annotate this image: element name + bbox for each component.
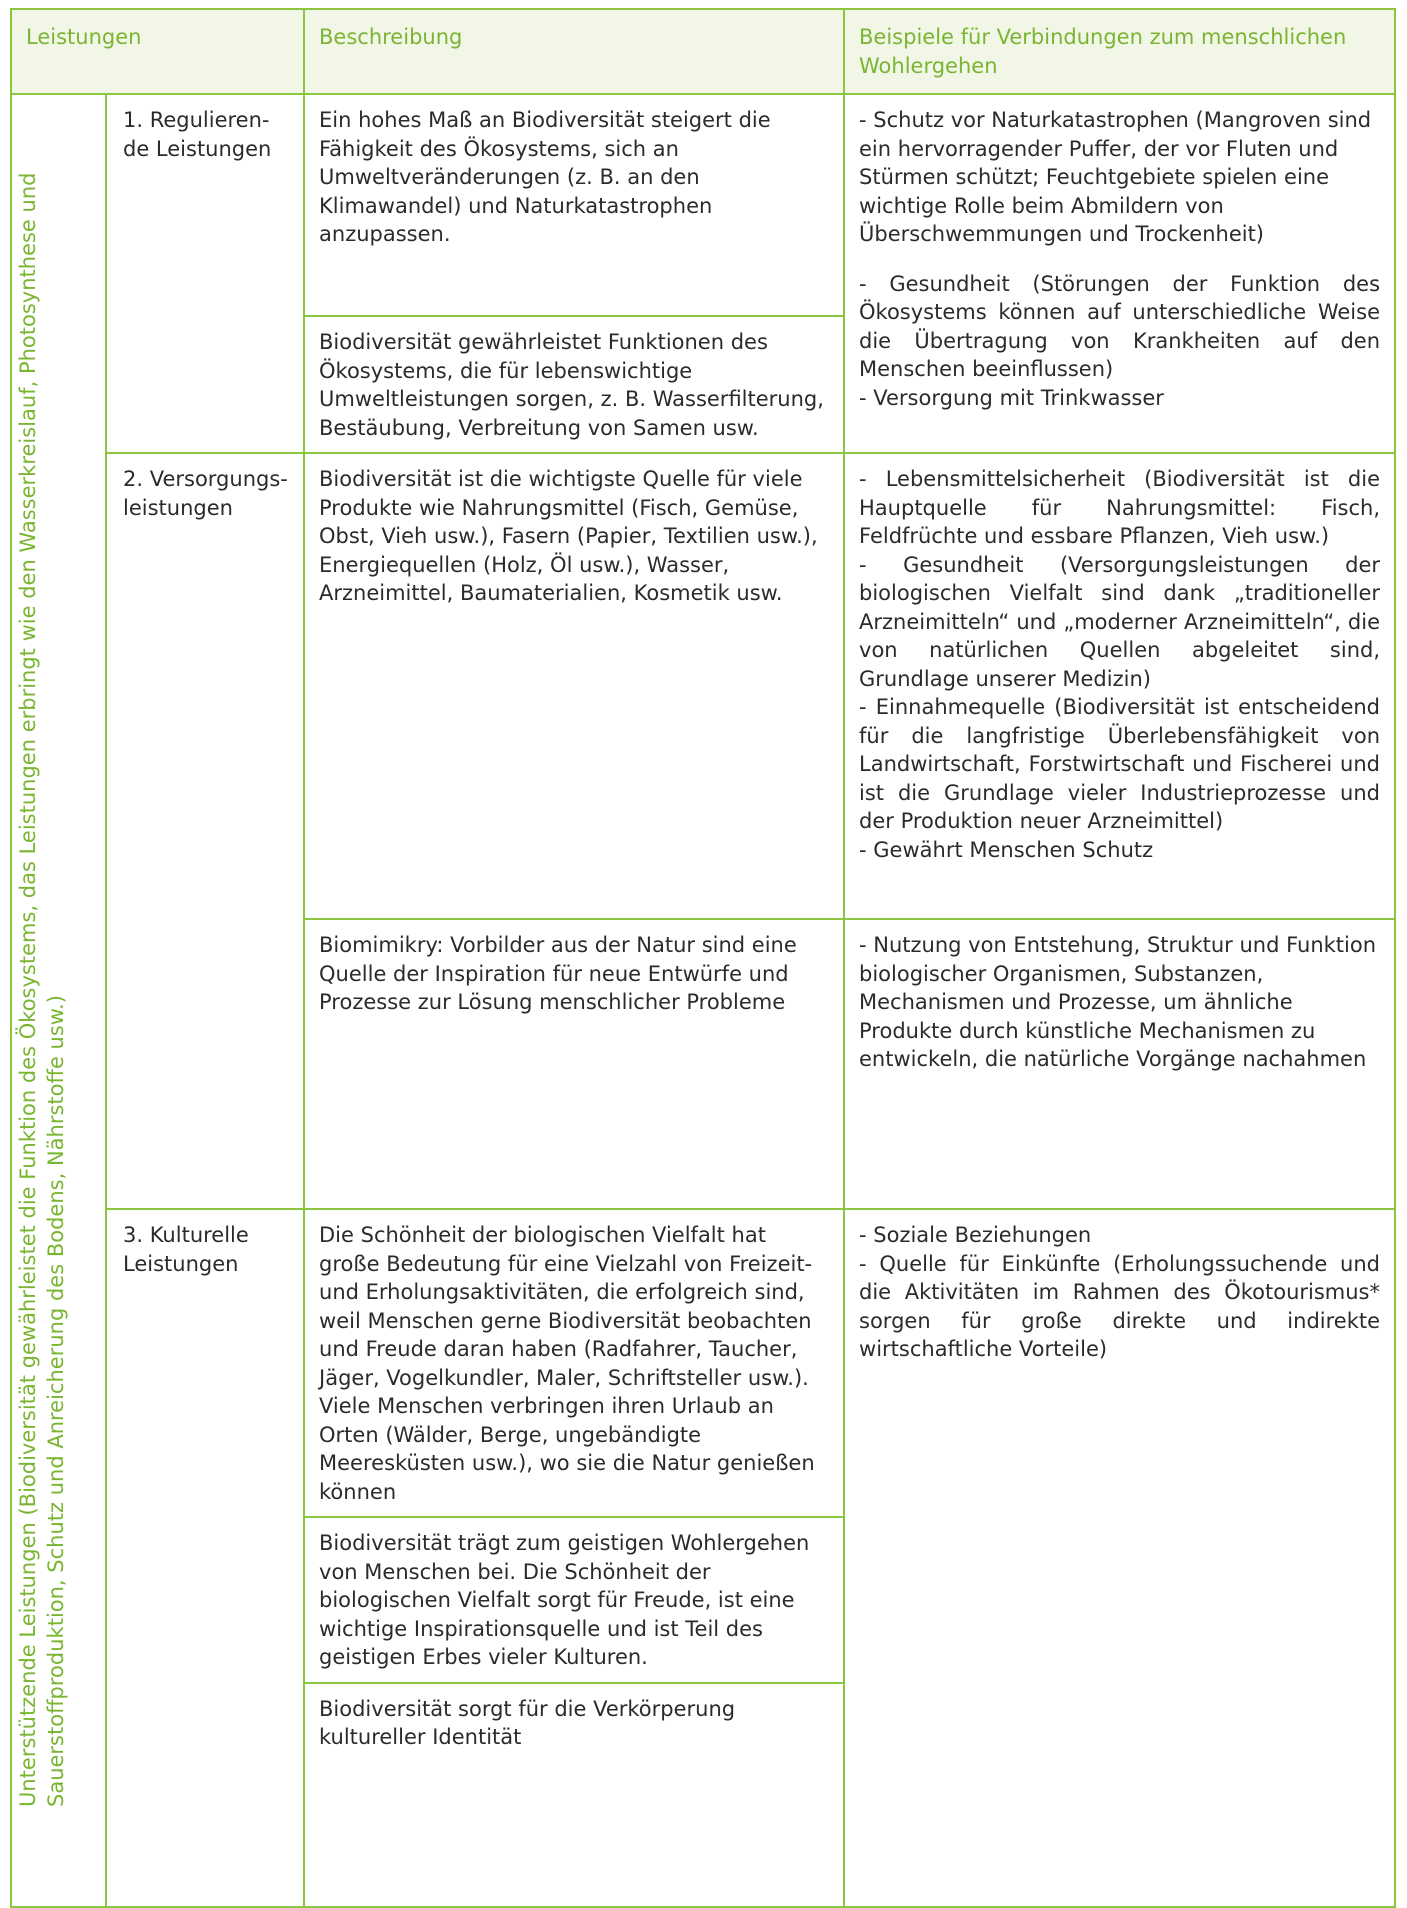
example-naturkatastrophen: - Schutz vor Naturkatastrophen (Mangroven sind ein hervorragender Puffer, der vor Fluten und Stürmen schützt; Feuchtgebiete spielen eine wichtige Rolle beim Abmildern von Überschwemmungen und Trockenheit) (859, 108, 1372, 246)
desc-versorgung-1: Biodiversität ist die wichtigste Quelle für viele Produkte wie Nahrungsmittel (Fisch, Gemüse, Obst, Vieh usw.), Fasern (Papier, Textilien usw.), Energiequellen (Holz, Öl usw.), Wasser, Arzneimittel, Baumaterialien, Kosmetik usw. (304, 453, 844, 919)
desc-regulierende-1: Ein hohes Maß an Biodiversität steigert die Fähigkeit des Ökosystems, sich an Umweltveränderungen (z. B. an den Klimawandel) und Naturkatastrophen anzupassen. (304, 94, 844, 316)
example-gesundheit-versorgung: - Gesundheit (Versorgungsleistungen der biologischen Vielfalt sind dank „traditioneller Arzneimitteln“ und „moderner Arzneimitteln“, die von natürlichen Quellen abgeleitet sind, Grundlage unserer Medizin) (859, 552, 1381, 691)
row-kulturell-1 (11, 1209, 1395, 1517)
example-schutz: - Gewährt Menschen Schutz (859, 837, 1154, 862)
examples-regulierende (844, 94, 1395, 453)
category-kulturell: 3. Kulturelle Leistungen (106, 1209, 304, 1907)
category-versorgung: 2. Versorgungs- leistungen (106, 453, 304, 1209)
example-biomimikry: - Nutzung von Entstehung, Struktur und Funktion biologischer Organismen, Substanzen, Mechanismen und Prozesse, um ähnliche Produkte durch künstliche Mechanismen zu entwickeln, die natürliche Vorgänge nachahmen (844, 919, 1395, 1209)
example-soziale-beziehungen: - Soziale Beziehungen (859, 1223, 1092, 1247)
row-versorgung-1 (11, 453, 1395, 919)
side-label: Unterstützende Leistungen (Biodiversität gewährleistet die Funktion des Ökosystems, das Leistungen erbringt wie den Wasserkreislauf, Photosynthese und Sauerstoffproduktion, Schutz und Anreicherung des Bodens, Nährstoffe usw.) (16, 172, 68, 1807)
example-trinkwasser: - Versorgung mit Trinkwasser (859, 385, 1164, 410)
desc-kulturell-2: Biodiversität trägt zum geistigen Wohlergehen von Menschen bei. Die Schönheit der biologischen Vielfalt sorgt für Freude, ist eine wichtige Inspirationsquelle und ist Teil des geistigen Erbes vieler Kulturen. (304, 1517, 844, 1683)
example-einkuenfte: - Quelle für Einkünfte (Erholungssuchende und die Aktivitäten im Rahmen des Ökotourismus* sorgen für große direkte und indirekte wirtschaftliche Vorteile) (859, 1251, 1381, 1361)
side-label-cell (11, 94, 106, 1907)
services-table (10, 8, 1396, 1908)
examples-versorgung (844, 453, 1395, 919)
header-row (11, 9, 1395, 94)
desc-regulierende-2: Biodiversität gewährleistet Funktionen des Ökosystems, die für lebenswichtige Umweltleistungen sorgen, z. B. Wasserfilterung, Bestäubung, Verbreitung von Samen usw. (304, 316, 844, 453)
examples-kulturell (844, 1209, 1395, 1907)
example-einnahmequelle: - Einnahmequelle (Biodiversität ist entscheidend für die langfristige Überlebensfähigkeit von Landwirtschaft, Forstwirtschaft und Fischerei und ist die Grundlage vieler Industrieprozesse und der Produktion neuer Arzneimittel) (859, 695, 1381, 833)
row-regulierende-1 (11, 94, 1395, 316)
desc-kulturell-3: Biodiversität sorgt für die Verkörperung kultureller Identität (304, 1683, 844, 1907)
header-beispiele: Beispiele für Verbindungen zum menschlichen Wohlergehen (844, 9, 1395, 94)
header-leistungen: Leistungen (11, 9, 304, 94)
desc-kulturell-1: Die Schönheit der biologischen Vielfalt hat große Bedeutung für eine Vielzahl von Freizeit- und Erholungsaktivitäten, die erfolgreich sind, weil Menschen gerne Biodiversität beobachten und Freude daran haben (Radfahrer, Taucher, Jäger, Vogelkundler, Maler, Schriftsteller usw.). Viele Menschen verbringen ihren Urlaub an Orten (Wälder, Berge, ungebändigte Meeresküsten usw.), wo sie die Natur genießen können (304, 1209, 844, 1517)
example-gesundheit: - Gesundheit (Störungen der Funktion des Ökosystems können auf unterschiedliche Weise die Übertragung von Krankheiten auf den Menschen beeinflussen) (859, 271, 1381, 381)
header-beschreibung: Beschreibung (304, 9, 844, 94)
example-lebensmittel: - Lebensmittelsicherheit (Biodiversität ist die Hauptquelle für Nahrungsmittel: Fisch, Feldfrüchte und essbare Pflanzen, Vieh usw.) (859, 467, 1381, 548)
category-regulierende: 1. Regulieren- de Leistungen (106, 94, 304, 453)
desc-versorgung-2: Biomimikry: Vorbilder aus der Natur sind eine Quelle der Inspiration für neue Entwürfe und Prozesse zur Lösung menschlicher Probleme (304, 919, 844, 1209)
